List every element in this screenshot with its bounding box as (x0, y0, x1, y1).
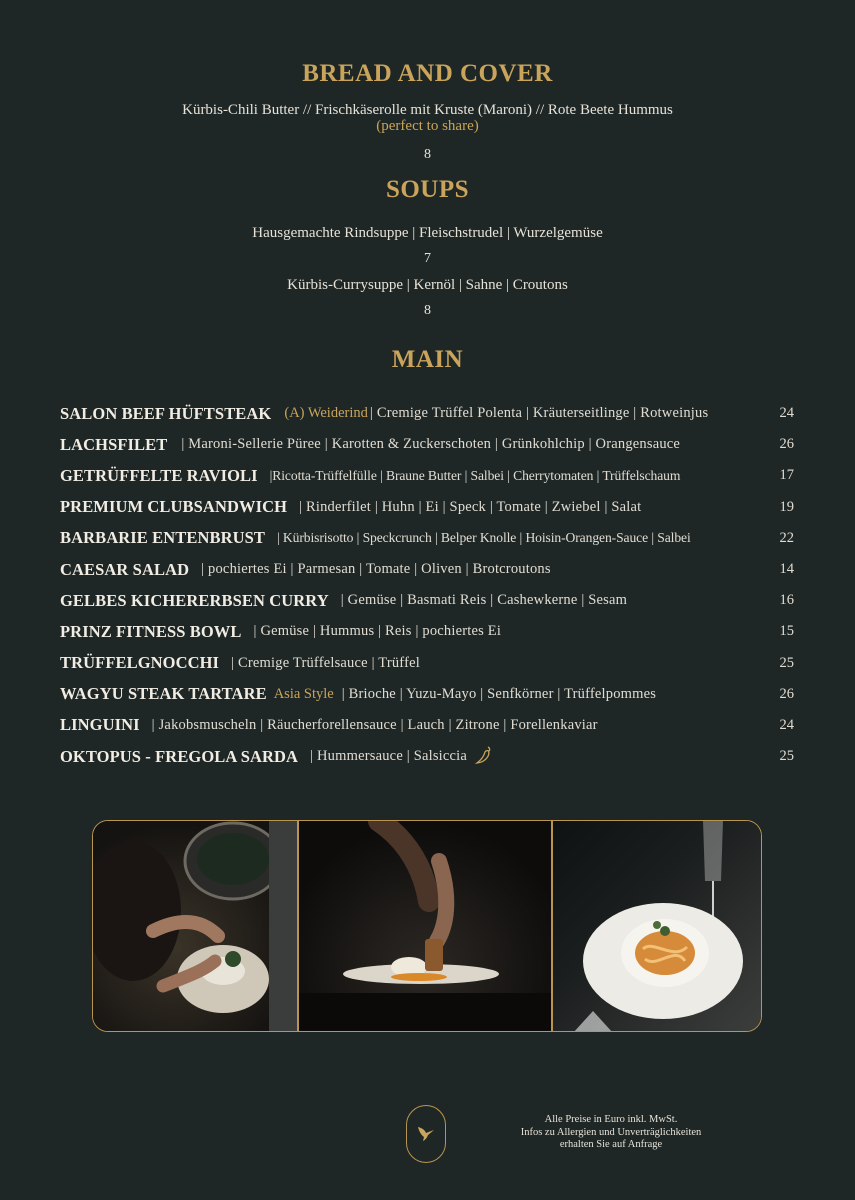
main-item-desc: | Kürbisrisotto | Speckcrunch | Belper Knolle | Hoisin-Orangen-Sauce | Salbei (277, 530, 691, 546)
bread-price: 8 (424, 147, 431, 162)
main-item-desc: | Jakobsmuscheln | Räucherforellensauce | Lauch | Zitrone | Forellenkaviar (151, 716, 598, 733)
footer-line-2: Infos zu Allergien und Unverträglichkeiten (520, 1126, 702, 1138)
soup-item-2-price: 8 (424, 303, 431, 318)
main-item-name: PRINZ FITNESS BOWL (60, 621, 242, 641)
main-item-desc: | pochiertes Ei | Parmesan | Tomate | Oliven | Brotcroutons (201, 561, 551, 578)
main-item-name: TRÜFFELGNOCCHI (60, 653, 220, 673)
main-item-fitness-bowl (60, 616, 800, 647)
main-section-title: MAIN (391, 346, 464, 373)
main-item-wagyu-tartare (60, 679, 800, 710)
main-item-desc: | Maroni-Sellerie Püree | Karotten & Zuckerschoten | Grünkohlchip | Orangensauce (181, 436, 681, 453)
main-item-price: 24 (779, 405, 794, 422)
soup-item-1-price: 7 (424, 251, 431, 266)
footer-line-3: erhalten Sie auf Anfrage (559, 1139, 663, 1150)
main-item-price: 22 (779, 529, 794, 546)
main-item-desc: | Gemüse | Basmati Reis | Cashewkerne | Sesam (340, 592, 628, 609)
main-item-price: 26 (779, 436, 794, 453)
main-item-price: 24 (779, 716, 794, 733)
main-item-price: 17 (779, 467, 794, 484)
main-item-price: 26 (779, 685, 794, 702)
main-item-price: 14 (779, 561, 794, 578)
footer-note (500, 1114, 722, 1152)
photo-dish-garnish (299, 821, 553, 1031)
main-item-name: BARBARIE ENTENBRUST (60, 528, 265, 548)
main-item-name: PREMIUM CLUBSANDWICH (60, 497, 288, 517)
main-item-tag: Asia Style (273, 685, 334, 702)
main-item-price: 25 (779, 748, 794, 765)
soup-item-2-desc: Kürbis-Currysuppe | Kernöl | Sahne | Croutons (287, 277, 568, 293)
main-item-clubsandwich (60, 492, 800, 523)
bread-section-title: BREAD AND COVER (302, 60, 553, 87)
main-item-desc: | Gemüse | Hummus | Reis | pochiertes Ei (253, 623, 502, 640)
food-photo-strip (92, 820, 762, 1032)
main-item-price: 15 (779, 623, 794, 640)
main-item-oktopus (60, 741, 800, 772)
main-item-name: SALON BEEF HÜFTSTEAK (60, 403, 272, 423)
bread-description: Kürbis-Chili Butter // Frischkäserolle mit Kruste (Maroni) // Rote Beete Hummus (182, 102, 673, 118)
main-item-desc: | Cremige Trüffel Polenta | Kräuterseitlinge | Rotweinjus (369, 405, 709, 422)
main-item-price: 25 (779, 654, 794, 671)
main-item-name: LACHSFILET (60, 434, 168, 454)
main-item-linguini (60, 710, 800, 741)
main-item-salon-beef (60, 398, 800, 429)
main-item-name: GETRÜFFELTE RAVIOLI (60, 465, 258, 485)
main-item-desc: | Cremige Trüffelsauce | Trüffel (231, 654, 420, 671)
main-item-ravioli (60, 460, 800, 491)
photo-chef-plating (93, 821, 299, 1031)
main-item-name: CAESAR SALAD (60, 559, 190, 579)
bread-note: (perfect to share) (376, 118, 479, 134)
soup-item-1-desc: Hausgemachte Rindsuppe | Fleischstrudel | Wurzelgemüse (252, 225, 603, 241)
main-item-desc: | Rinderfilet | Huhn | Ei | Speck | Tomate | Zwiebel | Salat (299, 498, 642, 515)
main-item-price: 16 (779, 592, 794, 609)
logo-badge (406, 1105, 446, 1163)
main-item-name: WAGYU STEAK TARTARE (60, 684, 267, 704)
main-item-name: LINGUINI (60, 715, 140, 735)
main-item-desc: | Hummersauce | Salsiccia (310, 748, 468, 765)
chili-icon (473, 744, 495, 770)
hummingbird-icon (415, 1121, 437, 1147)
main-item-name: GELBES KICHERERBSEN CURRY (60, 590, 329, 610)
footer-line-1: Alle Preise in Euro inkl. MwSt. (544, 1114, 678, 1125)
main-item-curry (60, 585, 800, 616)
main-item-price: 19 (779, 498, 794, 515)
main-menu-list (60, 398, 800, 772)
main-item-tag: (A) Weiderind (284, 405, 368, 422)
main-item-gnocchi (60, 648, 800, 679)
main-item-desc: | Brioche | Yuzu-Mayo | Senfkörner | Trüffelpommes (341, 685, 657, 702)
main-item-desc: |Ricotta-Trüffelfülle | Braune Butter | Salbei | Cherrytomaten | Trüffelschaum (269, 467, 681, 483)
main-item-caesar-salad (60, 554, 800, 585)
main-item-lachsfilet (60, 429, 800, 460)
photo-pasta-plate (553, 821, 761, 1031)
soups-section-title: SOUPS (385, 176, 470, 203)
main-item-name: OKTOPUS - FREGOLA SARDA (60, 746, 299, 766)
main-item-entenbrust (60, 523, 800, 554)
